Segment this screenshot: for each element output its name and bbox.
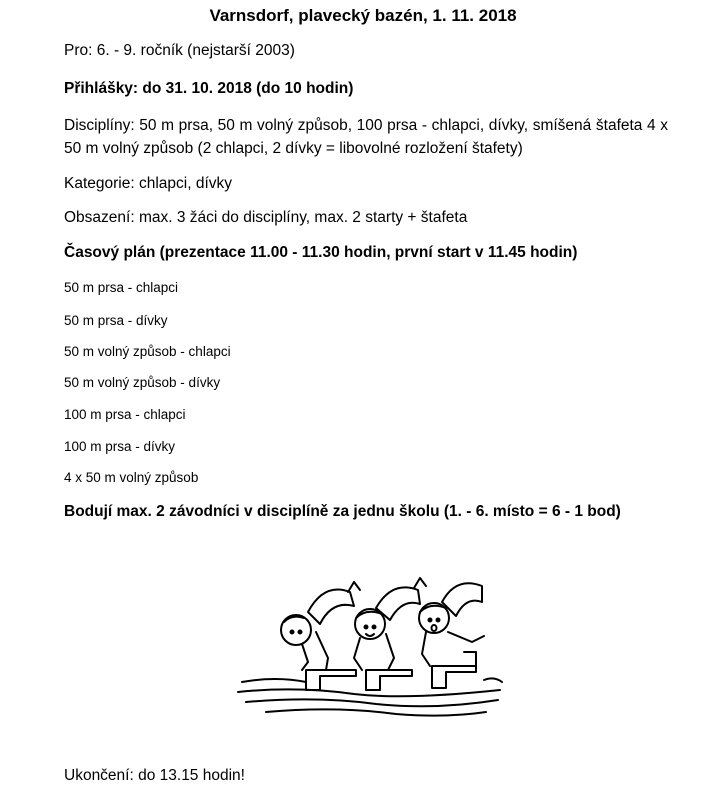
schedule-item: 50 m volný způsob - chlapci xyxy=(64,344,231,359)
page-title: Varnsdorf, plavecký bazén, 1. 11. 2018 xyxy=(209,6,517,25)
schedule-item: 4 x 50 m volný způsob xyxy=(64,470,199,485)
registration-deadline: Přihlášky: do 31. 10. 2018 (do 10 hodin) xyxy=(64,80,354,97)
scoring-rule: Bodují max. 2 závodníci v disciplíně za jednu školu (1. - 6. místo = 6 - 1 bod) xyxy=(64,503,621,520)
schedule-item: 50 m prsa - chlapci xyxy=(64,280,179,295)
schedule-item: 50 m volný způsob - dívky xyxy=(64,375,221,390)
schedule-item: 50 m prsa - dívky xyxy=(64,313,168,328)
disciplines-paragraph: Disciplíny: 50 m prsa, 50 m volný způsob, 100 prsa - chlapci, dívky, smíšená štafeta 4 x 50 m volný způsob (2 chlapci, 2 dívky = libovolné rozložení štafety) xyxy=(64,117,668,157)
schedule-heading: Časový plán (prezentace 11.00 - 11.30 hodin, první start v 11.45 hodin) xyxy=(64,244,578,261)
audience-line: Pro: 6. - 9. ročník (nejstarší 2003) xyxy=(64,42,295,59)
schedule-item: 100 m prsa - dívky xyxy=(64,439,176,454)
schedule-item: 100 m prsa - chlapci xyxy=(64,407,186,422)
swimmers-illustration xyxy=(236,572,506,722)
end-time-line: Ukončení: do 13.15 hodin! xyxy=(64,767,245,784)
capacity-line: Obsazení: max. 3 žáci do disciplíny, max. 2 starty + štafeta xyxy=(64,209,468,226)
categories-line: Kategorie: chlapci, dívky xyxy=(64,175,233,192)
